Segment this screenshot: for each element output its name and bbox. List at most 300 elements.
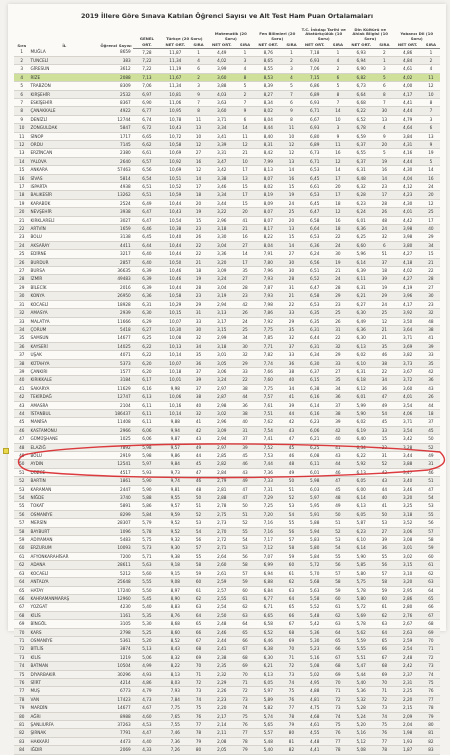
din-net-cell: 5,78 [347,586,375,594]
matematik-net-cell: 3,44 [208,199,236,207]
yabanci-rank-cell: 29 [422,233,440,241]
yabanci-net-cell: 4,17 [393,90,421,98]
table-row [14,191,440,199]
fen-rank-cell: 33 [282,309,300,317]
count-cell: 2857 [99,258,133,266]
yabanci-net-cell: 2,04 [393,721,421,729]
matematik-rank-cell: 14 [236,250,254,258]
table-row [14,519,440,527]
yabanci-rank-cell: 14 [422,166,440,174]
col-inkilap: T.C. İnkılap Tarihi ve Atatürkçülük (10 Soru) [301,26,346,41]
din-net-cell: 6,05 [347,510,375,518]
inkilap-net-cell: 5,63 [301,586,329,594]
inkilap-net-cell: 6,11 [301,460,329,468]
turkce-rank-cell: 22 [190,241,208,249]
count-cell: 4071 [99,351,133,359]
fen-rank-cell: 30 [282,258,300,266]
count-cell: 4517 [99,468,133,476]
din-net-cell: 6,01 [347,393,375,401]
table-row [14,569,440,577]
province-cell: AMASRA [29,401,99,409]
province-cell: GÜMÜŞHANE [29,435,99,443]
fen-net-cell: 7,66 [254,367,282,375]
inkilap-net-cell: 4,48 [301,737,329,745]
table-row [14,250,440,258]
matematik-rank-cell: 21 [236,149,254,157]
rank-cell: 70 [14,628,29,636]
fen-rank-cell: 63 [282,586,300,594]
turkce-net-cell: 10,46 [161,275,189,283]
province-cell: VAN [29,695,99,703]
matematik-net-cell: 2,14 [208,721,236,729]
turkce-net-cell: 10,69 [161,166,189,174]
turkce-net-cell: 9,57 [161,443,189,451]
count-cell: 6773 [99,687,133,695]
turkce-net-cell: 10,44 [161,199,189,207]
yabanci-net-cell: 3,88 [393,460,421,468]
fen-net-cell: 7,60 [254,376,282,384]
turkce-rank-cell: 64 [190,611,208,619]
turkce-rank-cell: 21 [190,258,208,266]
yabanci-rank-cell: 15 [422,250,440,258]
rank-cell: 33 [14,317,29,325]
matematik-net-cell: 2,82 [208,460,236,468]
fen-net-cell: 7,31 [254,485,282,493]
rank-cell: 53 [14,485,29,493]
matematik-rank-cell: 3 [236,56,254,64]
turkce-rank-cell: 40 [190,401,208,409]
yabanci-net-cell: 4,84 [393,56,421,64]
fen-rank-cell: 49 [282,468,300,476]
yabanci-net-cell: 3,67 [393,367,421,375]
yabanci-rank-cell: 37 [422,418,440,426]
din-net-cell: 6,27 [347,300,375,308]
yabanci-net-cell: 3,42 [393,435,421,443]
province-cell: GİRESUN [29,65,99,73]
matematik-rank-cell: 14 [236,124,254,132]
inkilap-rank-cell: 32 [329,342,347,350]
fen-rank-cell: 54 [282,510,300,518]
table-row [14,325,440,333]
matematik-rank-cell: 21 [236,225,254,233]
count-cell: 1025 [99,435,133,443]
turkce-rank-cell: 1 [190,48,208,56]
general-avg-cell: 5,35 [133,611,161,619]
fen-net-cell: 8,22 [254,233,282,241]
rank-cell: 18 [14,191,29,199]
table-row [14,384,440,392]
count-cell: 26950 [99,292,133,300]
inkilap-net-cell: 6,86 [301,82,329,90]
rank-cell: 66 [14,594,29,602]
rank-cell: 48 [14,443,29,451]
rank-cell: 58 [14,527,29,535]
page-title: 2019 İllere Göre Sınava Katılan Öğrenci Sayısı ve Alt Test Ham Puan Ortalamaları [80,12,374,20]
din-rank-cell: 40 [375,494,393,502]
turkce-net-cell: 8,43 [161,645,189,653]
fen-rank-cell: 6 [282,98,300,106]
turkce-rank-cell: 72 [190,678,208,686]
yabanci-net-cell: 2,95 [393,586,421,594]
count-cell: 4922 [99,107,133,115]
rank-cell: 9 [14,115,29,123]
turkce-rank-cell: 17 [190,183,208,191]
fen-net-cell: 7,82 [254,351,282,359]
din-rank-cell: 49 [375,401,393,409]
count-cell: 10093 [99,544,133,552]
din-rank-cell: 65 [375,636,393,644]
yabanci-net-cell: 4,18 [393,258,421,266]
table-row [14,611,440,619]
count-cell: 3612 [99,65,133,73]
turkce-rank-cell: 50 [190,494,208,502]
inkilap-rank-cell: 39 [329,418,347,426]
matematik-rank-cell: 27 [236,275,254,283]
din-rank-cell: 31 [375,452,393,460]
inkilap-net-cell: 6,03 [301,485,329,493]
fen-rank-cell: 14 [282,166,300,174]
din-rank-cell: 76 [375,729,393,737]
turkce-net-cell: 10,01 [161,376,189,384]
din-rank-cell: 44 [375,485,393,493]
yabanci-rank-cell: 1 [422,48,440,56]
rank-cell: 35 [14,334,29,342]
fen-rank-cell: 2 [282,56,300,64]
yabanci-rank-cell: 3 [422,115,440,123]
turkce-net-cell: 10,50 [161,258,189,266]
yabanci-rank-cell: 64 [422,586,440,594]
fen-net-cell: 7,52 [254,443,282,451]
inkilap-net-cell: 5,48 [301,611,329,619]
matematik-net-cell: 2,26 [208,687,236,695]
count-cell: 57463 [99,166,133,174]
matematik-net-cell: 3,02 [208,409,236,417]
count-cell: 5891 [99,502,133,510]
turkce-rank-cell: 19 [190,208,208,216]
din-rank-cell: 37 [375,258,393,266]
matematik-net-cell: 2,81 [208,485,236,493]
fen-rank-cell: 67 [282,620,300,628]
din-rank-cell: 63 [375,620,393,628]
inkilap-rank-cell: 78 [329,746,347,754]
din-rank-cell: 7 [375,98,393,106]
rank-cell: 82 [14,729,29,737]
turkce-rank-cell: 18 [190,191,208,199]
inkilap-net-cell: 5,70 [301,569,329,577]
general-avg-cell: 4,40 [133,737,161,745]
matematik-net-cell: 2,05 [208,746,236,754]
yabanci-net-cell: 2,63 [393,628,421,636]
col-fen: Fen Bilimleri (20 Soru) [259,31,296,41]
count-cell: 12960 [99,594,133,602]
din-net-cell: 6,12 [347,384,375,392]
rank-cell: 55 [14,502,29,510]
yabanci-net-cell: 3,98 [393,233,421,241]
general-avg-cell: 6,22 [133,351,161,359]
yabanci-rank-cell: 63 [422,578,440,586]
yabanci-rank-cell: 56 [422,519,440,527]
province-cell: KİLİS [29,611,99,619]
fen-net-cell: 7,93 [254,275,282,283]
rank-cell: 30 [14,292,29,300]
inkilap-rank-cell: 68 [329,662,347,670]
din-rank-cell: 36 [375,544,393,552]
sub-sira: SIRA [282,41,300,48]
turkce-rank-cell: 54 [190,527,208,535]
fen-rank-cell: 80 [282,729,300,737]
general-avg-cell: 7,22 [133,65,161,73]
turkce-rank-cell: 78 [190,729,208,737]
count-cell: 11408 [99,418,133,426]
rank-cell: 14 [14,157,29,165]
province-cell: BOLU [29,452,99,460]
turkce-rank-cell: 31 [190,309,208,317]
province-cell: ZONGULDAK [29,124,99,132]
count-cell: 28611 [99,561,133,569]
count-cell: 12744 [99,115,133,123]
province-cell: AĞRI [29,712,99,720]
inkilap-rank-cell: 38 [329,409,347,417]
table-row [14,704,440,712]
fen-net-cell: 6,88 [254,578,282,586]
din-net-cell: 6,23 [347,199,375,207]
inkilap-net-cell: 6,58 [301,216,329,224]
inkilap-net-cell: 6,61 [301,183,329,191]
fen-rank-cell: 45 [282,443,300,451]
yabanci-net-cell: 3,54 [393,426,421,434]
turkce-rank-cell: 52 [190,510,208,518]
rank-cell: 42 [14,393,29,401]
province-cell: BARTIN [29,477,99,485]
din-net-cell: 6,36 [347,225,375,233]
province-cell: SAKARYA [29,384,99,392]
fen-net-cell: 5,74 [254,712,282,720]
province-cell: ÇANAKKALE [29,107,99,115]
yabanci-net-cell: 2,15 [393,704,421,712]
table-row [14,267,440,275]
matematik-rank-cell: 11 [236,132,254,140]
yabanci-rank-cell: 28 [422,275,440,283]
yabanci-net-cell: 2,48 [393,653,421,661]
turkce-rank-cell: 45 [190,460,208,468]
turkce-net-cell: 9,86 [161,452,189,460]
inkilap-net-cell: 6,25 [301,443,329,451]
turkce-rank-cell: 39 [190,376,208,384]
inkilap-net-cell: 4,81 [301,695,329,703]
matematik-rank-cell: 54 [236,536,254,544]
turkce-net-cell: 9,55 [161,494,189,502]
din-rank-cell: 62 [375,611,393,619]
matematik-rank-cell: 23 [236,292,254,300]
fen-net-cell: 8,76 [254,48,282,56]
turkce-net-cell: 11,34 [161,56,189,64]
turkce-rank-cell: 51 [190,502,208,510]
fen-net-cell: 7,61 [254,401,282,409]
count-cell: 13262 [99,191,133,199]
yabanci-net-cell: 3,54 [393,401,421,409]
matematik-net-cell: 3,22 [208,208,236,216]
rank-cell: 5 [14,82,29,90]
inkilap-rank-cell: 72 [329,695,347,703]
table-row [14,729,440,737]
matematik-net-cell: 2,79 [208,477,236,485]
din-rank-cell: 15 [375,435,393,443]
din-net-cell: 6,22 [347,107,375,115]
general-avg-cell: 5,30 [133,620,161,628]
fen-net-cell: 7,57 [254,393,282,401]
province-cell: UŞAK [29,351,99,359]
general-avg-cell: 4,93 [133,670,161,678]
inkilap-net-cell: 6,47 [301,208,329,216]
table-row [14,317,440,325]
turkce-net-cell: 7,65 [161,712,189,720]
rank-cell: 78 [14,695,29,703]
count-cell: 17423 [99,695,133,703]
highlight-marker-icon [3,448,9,454]
matematik-rank-cell: 13 [236,174,254,182]
turkce-net-cell: 9,38 [161,552,189,560]
count-cell: 5814 [99,174,133,182]
yabanci-net-cell: 4,41 [393,98,421,106]
fen-rank-cell: 44 [282,409,300,417]
turkce-rank-cell: 55 [190,552,208,560]
matematik-net-cell: 3,06 [208,367,236,375]
general-avg-cell: 7,22 [133,56,161,64]
sub-net: NET ORT. [208,41,236,48]
general-avg-cell: 6,40 [133,250,161,258]
din-net-cell: 6,02 [347,351,375,359]
yabanci-net-cell: 3,64 [393,325,421,333]
din-rank-cell: 30 [375,107,393,115]
inkilap-rank-cell: 64 [329,628,347,636]
rank-cell: 76 [14,678,29,686]
yabanci-rank-cell: 6 [422,124,440,132]
din-rank-cell: 8 [375,90,393,98]
din-rank-cell: 33 [375,426,393,434]
yabanci-net-cell: 2,59 [393,636,421,644]
fen-net-cell: 7,96 [254,267,282,275]
general-avg-cell: 6,20 [133,359,161,367]
yabanci-rank-cell: 39 [422,342,440,350]
rank-cell: 32 [14,309,29,317]
general-avg-cell: 7,06 [133,82,161,90]
fen-rank-cell: 22 [282,300,300,308]
province-cell: SİVAS [29,174,99,182]
province-cell: TEKİRDAĞ [29,393,99,401]
matematik-rank-cell: 66 [236,636,254,644]
general-avg-cell: 6,54 [133,174,161,182]
province-cell: TUNCELİ [29,56,99,64]
fen-net-cell: 7,62 [254,418,282,426]
matematik-net-cell: 2,54 [208,603,236,611]
rank-cell: 77 [14,687,29,695]
yabanci-net-cell: 4,61 [393,65,421,73]
inkilap-net-cell: 6,31 [301,325,329,333]
inkilap-rank-cell: 12 [329,157,347,165]
table-body [14,48,440,754]
matematik-rank-cell: 17 [236,191,254,199]
din-net-cell: 6,24 [347,208,375,216]
din-rank-cell: 61 [375,603,393,611]
turkce-rank-cell: 14 [190,174,208,182]
fen-rank-cell: 51 [282,485,300,493]
yabanci-rank-cell: 50 [422,435,440,443]
inkilap-net-cell: 7,15 [301,73,329,81]
turkce-rank-cell: 2 [190,73,208,81]
col-genel: GENEL [139,35,155,41]
matematik-net-cell: 2,85 [208,452,236,460]
matematik-net-cell: 3,63 [208,98,236,106]
turkce-rank-cell: 60 [190,578,208,586]
din-rank-cell: 26 [375,208,393,216]
turkce-rank-cell: 12 [190,166,208,174]
yabanci-rank-cell: 49 [422,452,440,460]
rank-cell: 44 [14,409,29,417]
din-rank-cell: 46 [375,351,393,359]
din-net-cell: 6,14 [347,544,375,552]
fen-net-cell: 6,84 [254,586,282,594]
fen-net-cell: 5,57 [254,729,282,737]
fen-net-cell: 5,65 [254,721,282,729]
table-row [14,494,440,502]
fen-rank-cell: 7 [282,90,300,98]
turkce-net-cell: 8,52 [161,636,189,644]
yabanci-rank-cell: 74 [422,670,440,678]
general-avg-cell: 5,63 [133,561,161,569]
yabanci-rank-cell: 18 [422,409,440,417]
turkce-rank-cell: 33 [190,317,208,325]
fen-rank-cell: 59 [282,552,300,560]
matematik-net-cell: 4,02 [208,56,236,64]
count-cell: 1096 [99,527,133,535]
fen-rank-cell: 13 [282,157,300,165]
yabanci-net-cell: 4,42 [393,216,421,224]
fen-net-cell: 8,34 [254,98,282,106]
yabanci-rank-cell: 8 [422,98,440,106]
turkce-rank-cell: 41 [190,418,208,426]
province-cell: KAYSERİ [29,342,99,350]
table-row [14,468,440,476]
yabanci-net-cell: 4,19 [393,283,421,291]
table-row [14,115,440,123]
count-cell: 2104 [99,401,133,409]
inkilap-rank-cell: 60 [329,594,347,602]
matematik-net-cell: 2,97 [208,443,236,451]
sub-sira: SIRA [422,41,440,48]
fen-net-cell: 7,98 [254,300,282,308]
turkce-rank-cell: 66 [190,628,208,636]
fen-rank-cell: 57 [282,536,300,544]
yabanci-net-cell: 4,02 [393,267,421,275]
din-rank-cell: 36 [375,384,393,392]
inkilap-net-cell: 4,68 [301,712,329,720]
yabanci-rank-cell: 54 [422,494,440,502]
matematik-net-cell: 2,78 [208,502,236,510]
inkilap-net-cell: 5,08 [301,662,329,670]
yabanci-rank-cell: 19 [422,149,440,157]
matematik-rank-cell: 72 [236,687,254,695]
general-avg-cell: 6,16 [133,384,161,392]
table-row [14,510,440,518]
inkilap-net-cell: 6,15 [301,376,329,384]
inkilap-rank-cell: 62 [329,611,347,619]
yabanci-rank-cell: 9 [422,140,440,148]
table-row [14,687,440,695]
turkce-rank-cell: 75 [190,704,208,712]
turkce-net-cell: 10,18 [161,367,189,375]
general-avg-cell: 6,47 [133,216,161,224]
fen-rank-cell: 82 [282,746,300,754]
